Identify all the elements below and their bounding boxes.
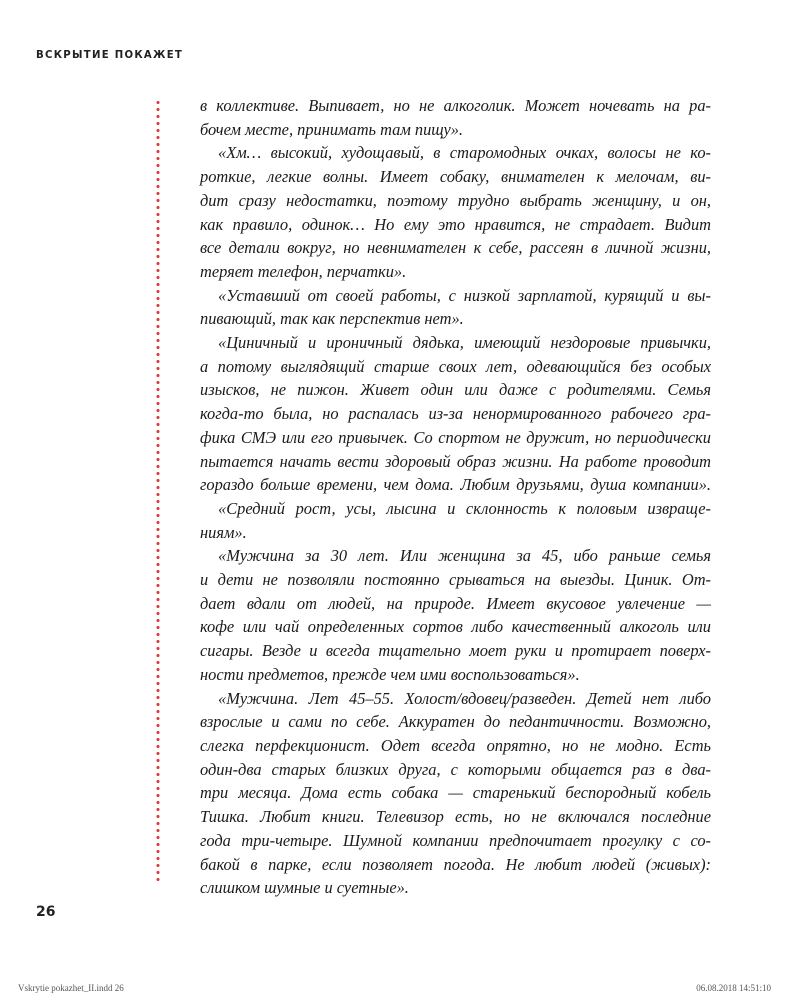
text-line: дит сразу недостатки, поэтому трудно выбрать женщину, и он, <box>200 190 711 210</box>
text-line: слегка перфекционист. Одет всегда опрятно, но не модно. Есть <box>200 735 711 755</box>
text-line: когда-то была, но распалась из-за ненормированного рабочего гра- <box>200 404 711 424</box>
print-slug-date: 06.08.2018 14:51:10 <box>696 983 771 993</box>
text-line: «Уставший от своей работы, с низкой зарплатой, курящий и вы- <box>218 285 711 305</box>
text-line: дает вдали от людей, на природе. Имеет вкусовое увлечение — <box>200 593 711 613</box>
body-text <box>200 94 711 900</box>
text-line: в коллективе. Выпивает, но не алкоголик. Может ночевать на ра- <box>200 96 711 115</box>
text-line: бочем месте, принимать там пищу». <box>200 119 464 139</box>
text-line: пытается начать вести здоровый образ жизни. На работе проводит <box>200 451 711 471</box>
text-line: «Средний рост, усы, лысина и склонность к половым извраще- <box>218 498 711 518</box>
running-head: ВСКРЫТИЕ ПОКАЖЕТ <box>36 48 184 61</box>
text-line: все детали вокруг, но невнимателен к себе, рассеян в личной жизни, <box>200 238 711 258</box>
text-line: взрослые и сами по себе. Аккуратен до педантичности. Возможно, <box>200 712 711 732</box>
text-line: ности предметов, прежде чем ими воспользоваться». <box>200 664 580 684</box>
text-line: «Мужчина. Лет 45–55. Холост/вдовец/разведен. Детей нет либо <box>218 688 711 708</box>
text-line: и дети не позволяли постоянно срываться на выезды. Циник. От- <box>200 570 711 590</box>
dotted-margin-rule <box>156 99 160 883</box>
text-line: фика СМЭ или его привычек. Со спортом не дружит, но периодически <box>200 427 711 447</box>
text-line: «Хм… высокий, худощавый, в старомодных очках, волосы не ко- <box>218 143 711 163</box>
text-line: «Мужчина за 30 лет. Или женщина за 45, ибо раньше семья <box>218 546 711 566</box>
text-line: теряет телефон, перчатки». <box>200 261 407 281</box>
text-line: кофе или чай определенных сортов либо качественный алкоголь или <box>200 617 711 637</box>
page-number: 26 <box>36 904 56 920</box>
text-line: изысков, не пижон. Живет один или даже с родителями. Семья <box>200 380 711 400</box>
text-line: пивающий, так как перспектив нет». <box>200 309 464 329</box>
text-line: роткие, легкие волны. Имеет собаку, внимателен к мелочам, ви- <box>200 167 711 187</box>
text-line: года три-четыре. Шумной компании предпочитает прогулку с со- <box>200 830 711 850</box>
text-line: а потому выглядящий старше своих лет, одевающийся без особых <box>200 356 711 376</box>
print-slug-file: Vskrytie pokazhet_II.indd 26 <box>18 983 124 993</box>
text-line: как правило, одинок… Но ему это нравится, не страдает. Видит <box>200 214 711 234</box>
text-line: сигары. Везде и всегда тщательно моет руки и протирает поверх- <box>200 641 711 661</box>
text-line: «Циничный и ироничный дядька, имеющий нездоровые привычки, <box>218 333 711 353</box>
text-line: Тишка. Любит книги. Телевизор есть, но не включался последние <box>200 807 711 827</box>
text-line: гораздо больше времени, чем дома. Любим друзьями, душа компании». <box>200 475 711 495</box>
text-line: один-два старых близких друга, с которыми общается раз в два- <box>200 759 711 779</box>
text-line: бакой в парке, если позволяет погода. Не любит людей (живых): <box>200 854 711 874</box>
text-line: три месяца. Дома есть собака — старенький беспородный кобель <box>200 783 711 803</box>
text-line: ниям». <box>200 522 247 542</box>
text-line: слишком шумные и суетные». <box>200 878 409 898</box>
